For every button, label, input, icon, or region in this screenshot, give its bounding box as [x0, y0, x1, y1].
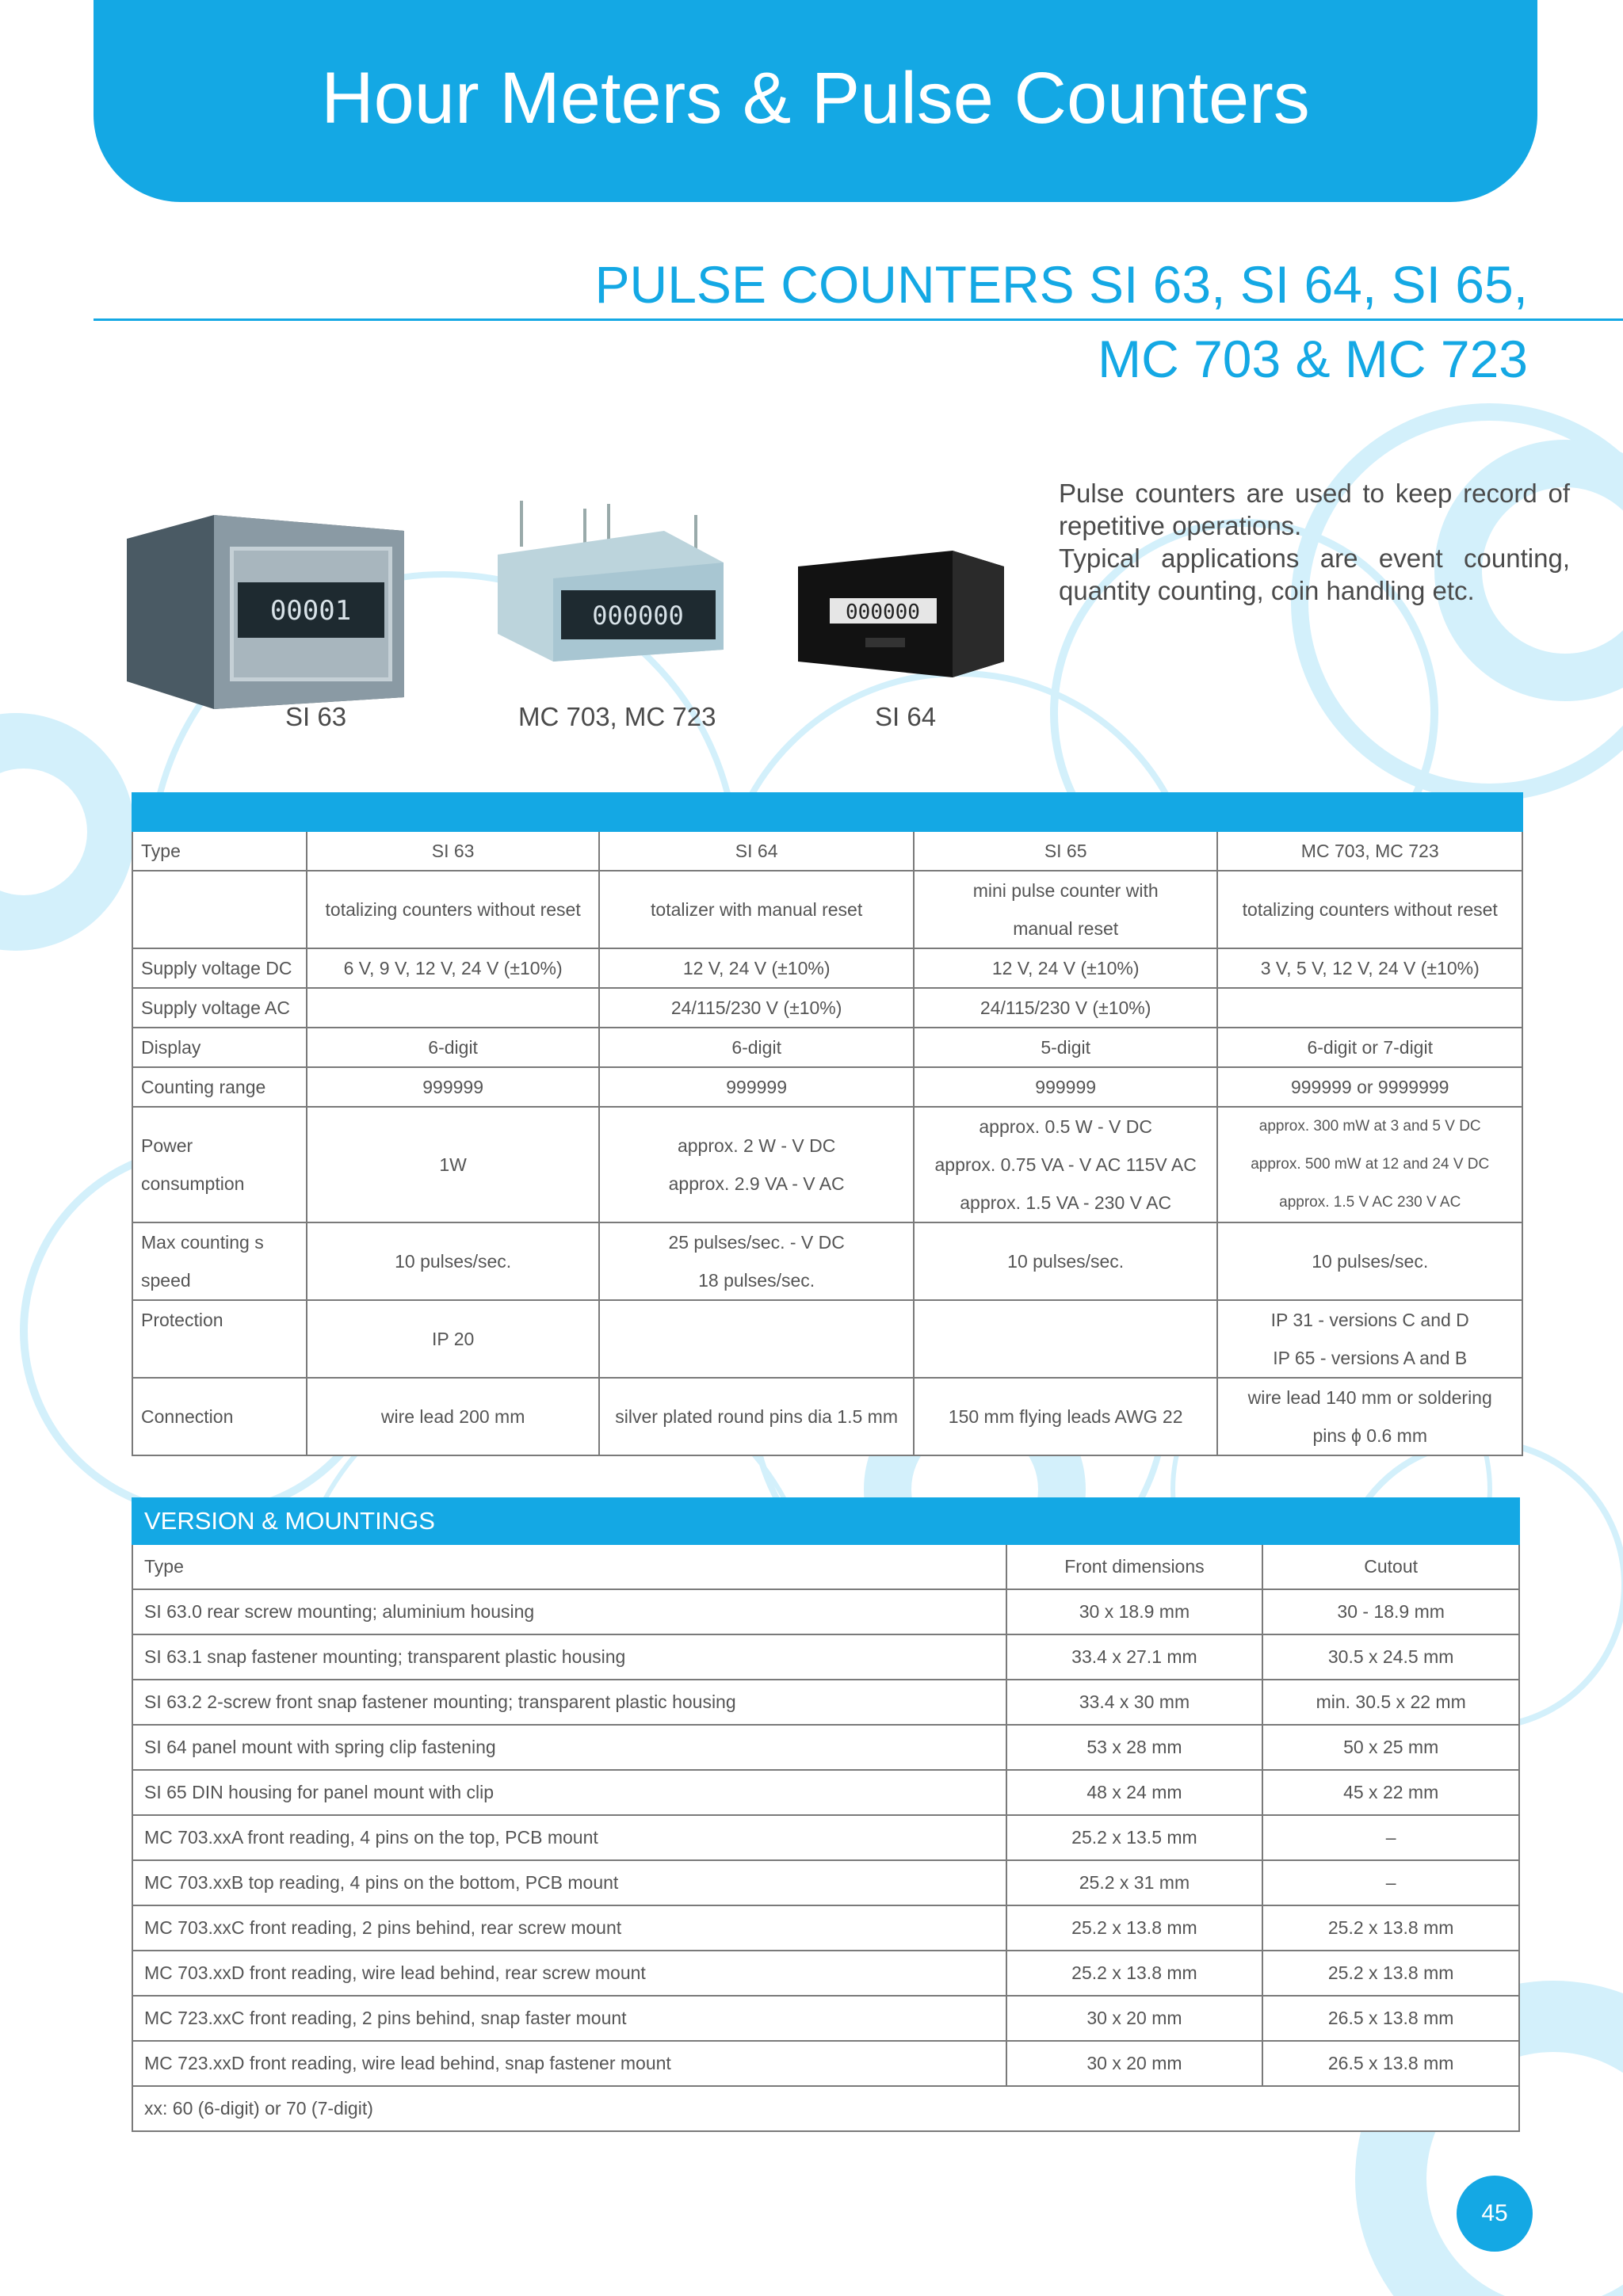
table-row: [132, 1770, 1519, 1815]
si63-digits: 00001: [269, 595, 352, 627]
version-front-dimensions: 33.4 x 30 mm: [1006, 1680, 1263, 1725]
table-row: [132, 1951, 1519, 1996]
page-title: Hour Meters & Pulse Counters: [321, 58, 1310, 139]
version-front-dimensions: 30 x 20 mm: [1006, 2041, 1263, 2086]
version-type: MC 703.xxC front reading, 2 pins behind, rear screw mount: [132, 1905, 1006, 1951]
version-cutout: –: [1262, 1860, 1519, 1905]
version-front-dimensions: 25.2 x 13.5 mm: [1006, 1815, 1263, 1860]
page-number: 45: [1457, 2176, 1533, 2252]
version-type: MC 723.xxD front reading, wire lead behind, snap fastener mount: [132, 2041, 1006, 2086]
version-front-dimensions: 53 x 28 mm: [1006, 1725, 1263, 1770]
table-row: Supply voltage DC 6 V, 9 V, 12 V, 24 V (±10%) 12 V, 24 V (±10%) 12 V, 24 V (±10%) 3 V, 5 V, 12 V, 24 V (±10%): [132, 948, 1522, 988]
table-row: [132, 1589, 1519, 1634]
versions-header-row: Type Front dimensions Cutout: [132, 1544, 1519, 1589]
version-type: MC 703.xxD front reading, wire lead behind, rear screw mount: [132, 1951, 1006, 1996]
version-type: MC 703.xxB top reading, 4 pins on the bottom, PCB mount: [132, 1860, 1006, 1905]
version-front-dimensions: 30 x 18.9 mm: [1006, 1589, 1263, 1634]
caption-si63: SI 63: [285, 702, 347, 731]
table-row: [132, 1996, 1519, 2041]
spec-table-header-bar: [132, 793, 1522, 831]
intro-paragraph-1: Pulse counters are used to keep record of repetitive operations.: [1059, 479, 1570, 540]
version-type: MC 723.xxC front reading, 2 pins behind, snap faster mount: [132, 1996, 1006, 2041]
versions-footnote-row: [132, 2086, 1519, 2131]
version-cutout: 25.2 x 13.8 mm: [1262, 1951, 1519, 1996]
table-row: totalizing counters without reset totalizer with manual reset mini pulse counter with manual reset totalizing counters without reset: [132, 871, 1522, 948]
title-divider: [94, 318, 1623, 321]
version-cutout: 50 x 25 mm: [1262, 1725, 1519, 1770]
table-row: Protection IP 20 IP 31 - versions C and D IP 65 - versions A and B: [132, 1300, 1522, 1378]
page-header: [94, 0, 1537, 202]
versions-title: VERSION & MOUNTINGS: [132, 1498, 1519, 1544]
version-front-dimensions: 25.2 x 31 mm: [1006, 1860, 1263, 1905]
section-title-line-2: MC 703 & MC 723: [1098, 330, 1528, 388]
table-row: [132, 1815, 1519, 1860]
product-image-si64: [794, 543, 1008, 681]
table-row: [132, 1905, 1519, 1951]
table-row: [132, 1725, 1519, 1770]
version-type: SI 65 DIN housing for panel mount with clip: [132, 1770, 1006, 1815]
version-cutout: 26.5 x 13.8 mm: [1262, 2041, 1519, 2086]
section-title-line-1: PULSE COUNTERS SI 63, SI 64, SI 65,: [594, 255, 1528, 314]
table-row: [132, 1634, 1519, 1680]
table-row: Connection wire lead 200 mm silver plated round pins dia 1.5 mm 150 mm flying leads AWG 22 wire lead 140 mm or soldering pins ϕ 0.6 mm: [132, 1378, 1522, 1455]
version-front-dimensions: 33.4 x 27.1 mm: [1006, 1634, 1263, 1680]
version-type: MC 703.xxA front reading, 4 pins on the top, PCB mount: [132, 1815, 1006, 1860]
product-image-si63: [119, 507, 412, 713]
intro-paragraph-2: Typical applications are event counting, quantity counting, coin handling etc.: [1059, 543, 1570, 605]
table-row: [132, 1860, 1519, 1905]
intro-text: [1059, 477, 1570, 607]
mc703-digits: 000000: [592, 601, 684, 631]
caption-mc703: MC 703, MC 723: [518, 702, 716, 731]
product-image-mc703: [490, 499, 727, 666]
table-row: Max counting s speed 10 pulses/sec. 25 pulses/sec. - V DC 18 pulses/sec. 10 pulses/sec. 10 pulses/sec.: [132, 1222, 1522, 1300]
spec-table: [132, 792, 1523, 1456]
version-cutout: 26.5 x 13.8 mm: [1262, 1996, 1519, 2041]
caption-si64: SI 64: [875, 702, 937, 731]
versions-footnote: xx: 60 (6-digit) or 70 (7-digit): [132, 2086, 1519, 2131]
table-row: [132, 1680, 1519, 1725]
version-cutout: 30 - 18.9 mm: [1262, 1589, 1519, 1634]
version-front-dimensions: 25.2 x 13.8 mm: [1006, 1951, 1263, 1996]
table-row: Counting range 999999 999999 999999 999999 or 9999999: [132, 1067, 1522, 1107]
version-type: SI 64 panel mount with spring clip fastening: [132, 1725, 1006, 1770]
table-row: Type SI 63 SI 64 SI 65 MC 703, MC 723: [132, 831, 1522, 871]
table-row: [132, 2041, 1519, 2086]
section-title: [595, 247, 1528, 396]
version-front-dimensions: 30 x 20 mm: [1006, 1996, 1263, 2041]
version-front-dimensions: 48 x 24 mm: [1006, 1770, 1263, 1815]
version-type: SI 63.2 2-screw front snap fastener mounting; transparent plastic housing: [132, 1680, 1006, 1725]
version-cutout: 25.2 x 13.8 mm: [1262, 1905, 1519, 1951]
version-type: SI 63.0 rear screw mounting; aluminium housing: [132, 1589, 1006, 1634]
version-cutout: min. 30.5 x 22 mm: [1262, 1680, 1519, 1725]
si64-digits: 000000: [846, 601, 920, 624]
version-cutout: 45 x 22 mm: [1262, 1770, 1519, 1815]
version-front-dimensions: 25.2 x 13.8 mm: [1006, 1905, 1263, 1951]
table-row: Supply voltage AC 24/115/230 V (±10%) 24/115/230 V (±10%): [132, 988, 1522, 1028]
table-row: Power consumption 1W approx. 2 W - V DC approx. 2.9 VA - V AC approx. 0.5 W - V DC approx. 0.75 VA - V AC 115V AC approx. 1.5 VA - 230 V AC approx. 300 mW at 3 and 5 V DC approx. 500 mW at 12 and 24 V DC approx. 1.5 V AC 230 V AC: [132, 1107, 1522, 1222]
version-cutout: 30.5 x 24.5 mm: [1262, 1634, 1519, 1680]
version-cutout: –: [1262, 1815, 1519, 1860]
versions-table: [132, 1497, 1520, 2132]
table-row: Display 6-digit 6-digit 5-digit 6-digit or 7-digit: [132, 1028, 1522, 1067]
version-type: SI 63.1 snap fastener mounting; transparent plastic housing: [132, 1634, 1006, 1680]
